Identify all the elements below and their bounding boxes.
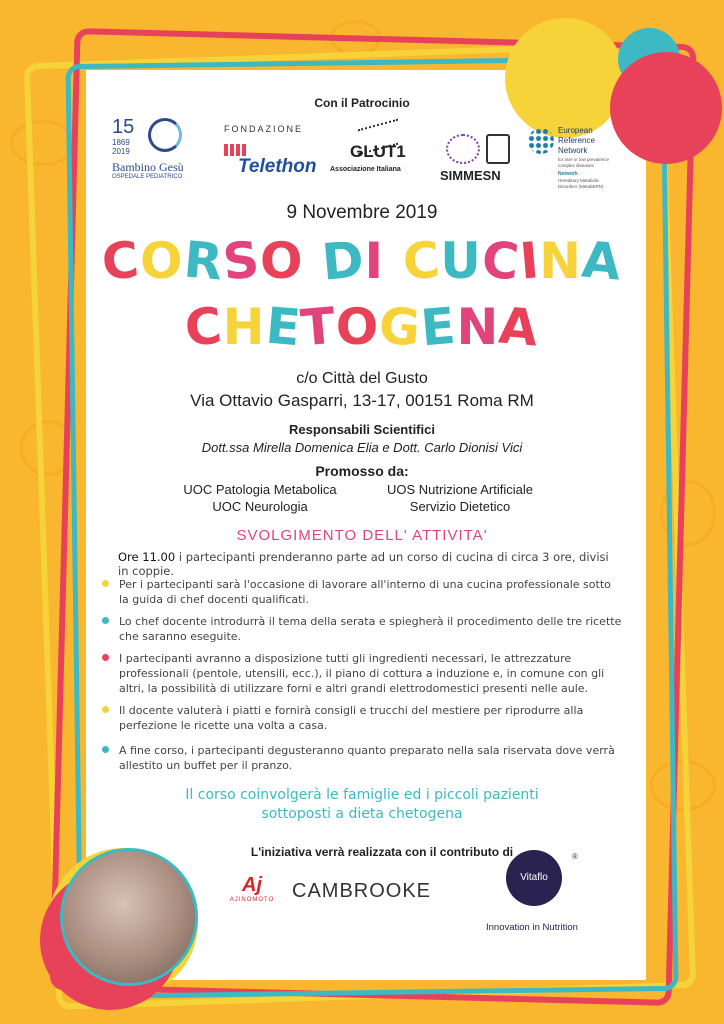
responsabili-heading: Responsabili Scientifici <box>289 422 435 437</box>
bullet-dot <box>102 580 109 587</box>
logo-glut1 <box>328 124 412 184</box>
logo-vitaflo <box>480 850 600 940</box>
venue: c/o Città del Gusto <box>296 370 428 387</box>
intro-paragraph <box>118 550 618 578</box>
responsabili-names: Dott.ssa Mirella Domenica Elia e Dott. Carlo Dionisi Vici <box>201 440 523 455</box>
logo-ajinomoto <box>222 874 282 914</box>
title-letter: O <box>139 232 184 290</box>
vitaflo-reg: ® <box>572 852 578 861</box>
title-letter: D <box>319 230 367 292</box>
decor-circle-yellow <box>505 18 625 138</box>
telethon-mark-icon <box>224 144 248 156</box>
title-letter: C <box>479 230 522 292</box>
title-letter: U <box>440 232 482 290</box>
bg-emblem-icon <box>148 118 182 152</box>
ern-line1: European <box>558 126 593 135</box>
ajinomoto-mark-icon: Aj <box>242 874 262 896</box>
bullet-dot <box>102 654 109 661</box>
intro-time: Ore 11.00 <box>118 550 176 564</box>
patronage-heading: Con il Patrocinio <box>314 96 410 110</box>
title-letter: O <box>260 232 304 290</box>
bullet-2 <box>102 614 624 644</box>
closing-statement <box>0 786 724 824</box>
vitaflo-circle: Vitaflo <box>506 850 562 906</box>
closing-line-1: Il corso coinvolgerà le famiglie ed i piccoli pazienti <box>185 787 539 803</box>
title-letter: H <box>222 298 266 356</box>
cooking-photo <box>60 848 198 986</box>
ern-net: Network <box>558 171 578 177</box>
logo-cambrooke: CAMBROOKE <box>292 880 432 902</box>
ern-dots-icon <box>528 128 554 154</box>
bg-years-bottom: 2019 <box>112 147 130 156</box>
title-letter: N <box>456 298 500 356</box>
bullet-1 <box>102 577 624 607</box>
ern-net-sub1: Hereditary Metabolic <box>558 178 600 183</box>
ern-line2: Reference <box>558 136 595 145</box>
unit-patologia-metabolica: UOC Patologia Metabolica <box>183 482 337 497</box>
bg-name: Bambino Gesù <box>112 160 184 174</box>
logo-telethon <box>220 124 317 184</box>
glut1-sub: Associazione Italiana <box>330 166 401 173</box>
title-letter: A <box>579 230 625 292</box>
title-line-1 <box>0 232 724 290</box>
telethon-top: FONDAZIONE <box>224 124 304 134</box>
promosso-heading: Promosso da: <box>315 463 409 479</box>
bg-sub: OSPEDALE PEDIATRICO <box>112 174 183 180</box>
title-letter: C <box>182 296 226 358</box>
activity-heading: SVOLGIMENTO DELL' ATTIVITA' <box>236 527 488 544</box>
ern-line3: Network <box>558 146 588 155</box>
event-date: 9 Novembre 2019 <box>286 202 438 223</box>
logo-ern <box>528 124 638 196</box>
title-letter: T <box>298 296 339 358</box>
simmesn-molecule-icon <box>446 134 480 164</box>
bullet-dot <box>102 617 109 624</box>
title-line-2 <box>0 298 724 356</box>
simmesn-person-icon <box>486 134 510 164</box>
title-letter: A <box>496 296 542 358</box>
title-letter: I <box>517 231 542 291</box>
bg-years-top: 1869 <box>112 138 130 147</box>
title-letter: C <box>400 230 443 292</box>
title-letter: G <box>376 296 424 358</box>
telethon-name: Telethon <box>238 156 317 177</box>
glut1-name: GLUT1 <box>350 142 406 161</box>
logo-simmesn <box>438 130 518 186</box>
unit-nutrizione-artificiale: UOS Nutrizione Artificiale <box>387 482 533 497</box>
title-letter: E <box>418 296 459 358</box>
ern-net-sub2: Disorders (MetabERN) <box>558 184 604 189</box>
title-letter: I <box>364 232 385 290</box>
title-letter: N <box>539 232 582 290</box>
simmesn-name: SIMMESN <box>440 168 501 183</box>
bullet-text: I partecipanti avranno a disposizione tutti gli ingredienti necessari, le attrezzature professionali (pentole, utensili, ecc.), il piano di cottura a induzione e, in comune con gli altri, la possibilità di utilizzare forni e altri grandi elettrodomestici presenti nelle aule. <box>119 652 605 695</box>
ern-sub2: complex diseases <box>558 163 594 168</box>
bullet-text: Lo chef docente introdurrà il tema della serata e spiegherà il procedimento delle tre ricette che saranno eseguite. <box>119 615 622 643</box>
unit-servizio-dietetico: Servizio Dietetico <box>409 499 511 514</box>
title-letter: O <box>335 298 380 356</box>
bullet-5 <box>102 743 624 773</box>
vitaflo-tagline: Innovation in Nutrition <box>486 922 578 933</box>
bullet-text: Il docente valuterà i piatti e fornirà consigli e trucchi del mestiere per riprodurre alla perfezione le ricette una volta a casa. <box>119 704 584 732</box>
bullet-3 <box>102 651 624 696</box>
title-letter: E <box>263 296 304 358</box>
bullet-dot <box>102 706 109 713</box>
logo-bambino-gesu <box>108 116 198 186</box>
bullet-dot <box>102 746 109 753</box>
title-letter: C <box>99 230 143 292</box>
title-letter: R <box>181 230 226 292</box>
bullet-text: Per i partecipanti sarà l'occasione di lavorare all'interno di una cucina professionale sotto la guida di chef docenti qualificati. <box>119 578 611 606</box>
address: Via Ottavio Gasparri, 13-17, 00151 Roma RM <box>190 391 534 410</box>
intro-text: i partecipanti prenderanno parte ad un corso di cucina di circa 3 ore, divisi in coppie. <box>118 550 609 578</box>
closing-line-2: sottoposti a dieta chetogena <box>261 806 463 822</box>
title-letter: S <box>220 230 263 292</box>
unit-neurologia: UOC Neurologia <box>212 499 308 514</box>
bullet-4 <box>102 703 624 733</box>
bg-number: 15 <box>112 116 135 138</box>
contrib-heading: L'iniziativa verrà realizzata con il contributo di <box>250 845 514 859</box>
ern-sub1: for rare or low prevalence <box>558 157 610 162</box>
ajinomoto-name: AJINOMOTO <box>229 897 275 903</box>
bullet-text: A fine corso, i partecipanti degusteranno quanto preparato nella sala riservata dove verrà allestito un buffet per il pranzo. <box>119 744 615 772</box>
